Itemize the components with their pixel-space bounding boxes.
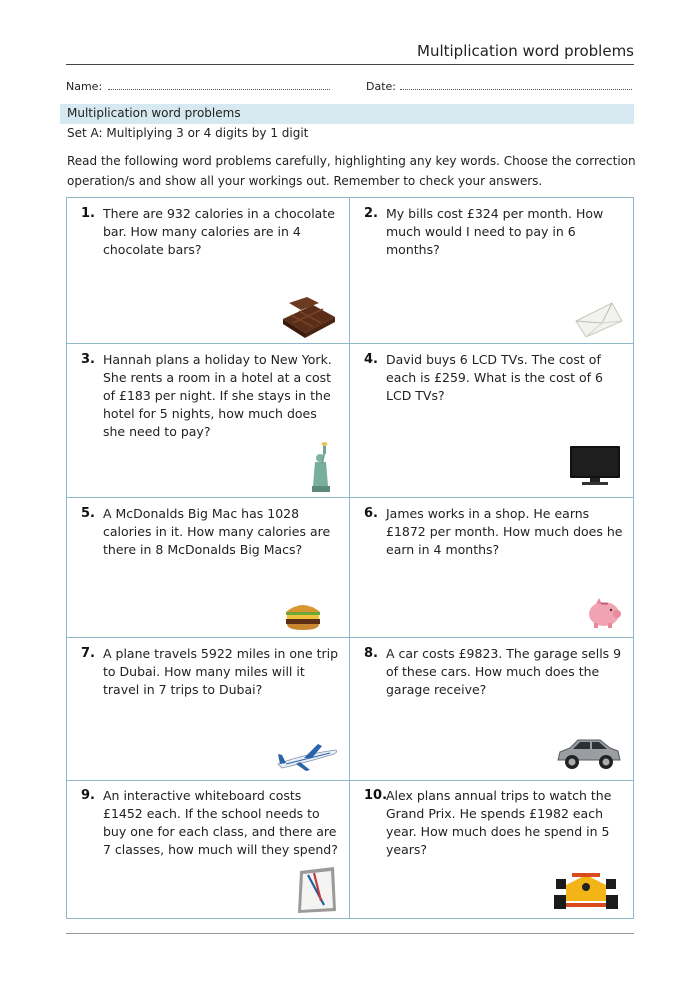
question-cell-7[interactable] — [66, 638, 349, 780]
date-label: Date: — [366, 80, 396, 93]
name-dotted-line — [108, 79, 330, 90]
chocolate-icon — [279, 297, 337, 339]
header-title: Multiplication word problems — [417, 42, 634, 60]
question-number: 5. — [81, 506, 95, 521]
question-number: 10. — [364, 788, 388, 803]
question-text: An interactive whiteboard costs £1452 each. If the school needs to buy one for each class, and there are 7 classes, how much will they spend? — [103, 788, 338, 857]
header-divider — [66, 64, 634, 65]
question-cell-4[interactable] — [350, 344, 634, 497]
question-cell-8[interactable] — [350, 638, 634, 780]
question-text: A McDonalds Big Mac has 1028 calories in it. How many calories are there in 8 McDonalds Big Macs? — [103, 506, 331, 557]
question-number: 4. — [364, 352, 378, 367]
question-number: 9. — [81, 788, 95, 803]
airplane-icon — [274, 742, 340, 772]
name-label: Name: — [66, 80, 103, 93]
question-number: 2. — [364, 206, 378, 221]
question-cell-10[interactable] — [350, 781, 634, 919]
footer-divider — [66, 933, 634, 934]
piggy-bank-icon — [584, 596, 624, 630]
question-text: My bills cost £324 per month. How much would I need to pay in 6 months? — [386, 206, 604, 257]
question-number: 8. — [364, 646, 378, 661]
question-text: There are 932 calories in a chocolate bar. How many calories are in 4 chocolate bars? — [103, 206, 335, 257]
question-text: A plane travels 5922 miles in one trip to Dubai. How many miles will it travel in 7 trips to Dubai? — [103, 646, 339, 697]
question-number: 6. — [364, 506, 378, 521]
question-number: 7. — [81, 646, 95, 661]
worksheet-set: Set A: Multiplying 3 or 4 digits by 1 digit — [67, 126, 309, 140]
worksheet-instructions: Read the following word problems carefully, highlighting any key words. Choose the correction operation/s and show all your workings out. Remember to check your answers. — [67, 154, 636, 188]
question-number: 3. — [81, 352, 95, 367]
envelope-icon — [574, 301, 624, 339]
question-cell-6[interactable] — [350, 498, 634, 637]
date-dotted-line — [400, 79, 632, 90]
question-cell-2[interactable] — [350, 197, 634, 343]
worksheet-title: Multiplication word problems — [67, 106, 241, 120]
question-cell-1[interactable] — [66, 197, 349, 343]
tv-icon — [568, 444, 622, 486]
question-text: David buys 6 LCD TVs. The cost of each is £259. What is the cost of 6 LCD TVs? — [386, 352, 603, 403]
whiteboard-icon — [294, 865, 338, 915]
car-icon — [554, 734, 622, 772]
question-cell-9[interactable] — [66, 781, 349, 919]
name-field[interactable] — [66, 79, 330, 93]
question-number: 1. — [81, 206, 95, 221]
question-text: Alex plans annual trips to watch the Grand Prix. He spends £1982 each year. How much does he spend in 5 years? — [386, 788, 612, 857]
question-cell-3[interactable] — [66, 344, 349, 497]
burger-icon — [283, 598, 323, 632]
question-cell-5[interactable] — [66, 498, 349, 637]
date-field[interactable] — [366, 79, 632, 93]
question-text: A car costs £9823. The garage sells 9 of these cars. How much does the garage receive? — [386, 646, 622, 697]
race-car-icon — [552, 871, 620, 911]
statue-of-liberty-icon — [306, 442, 342, 494]
question-text: James works in a shop. He earns £1872 per month. How much does he earn in 4 months? — [386, 506, 623, 557]
question-text: Hannah plans a holiday to New York. She rents a room in a hotel at a cost of £183 per night. If she stays in the hotel for 5 nights, how much does she need to pay? — [103, 352, 332, 439]
